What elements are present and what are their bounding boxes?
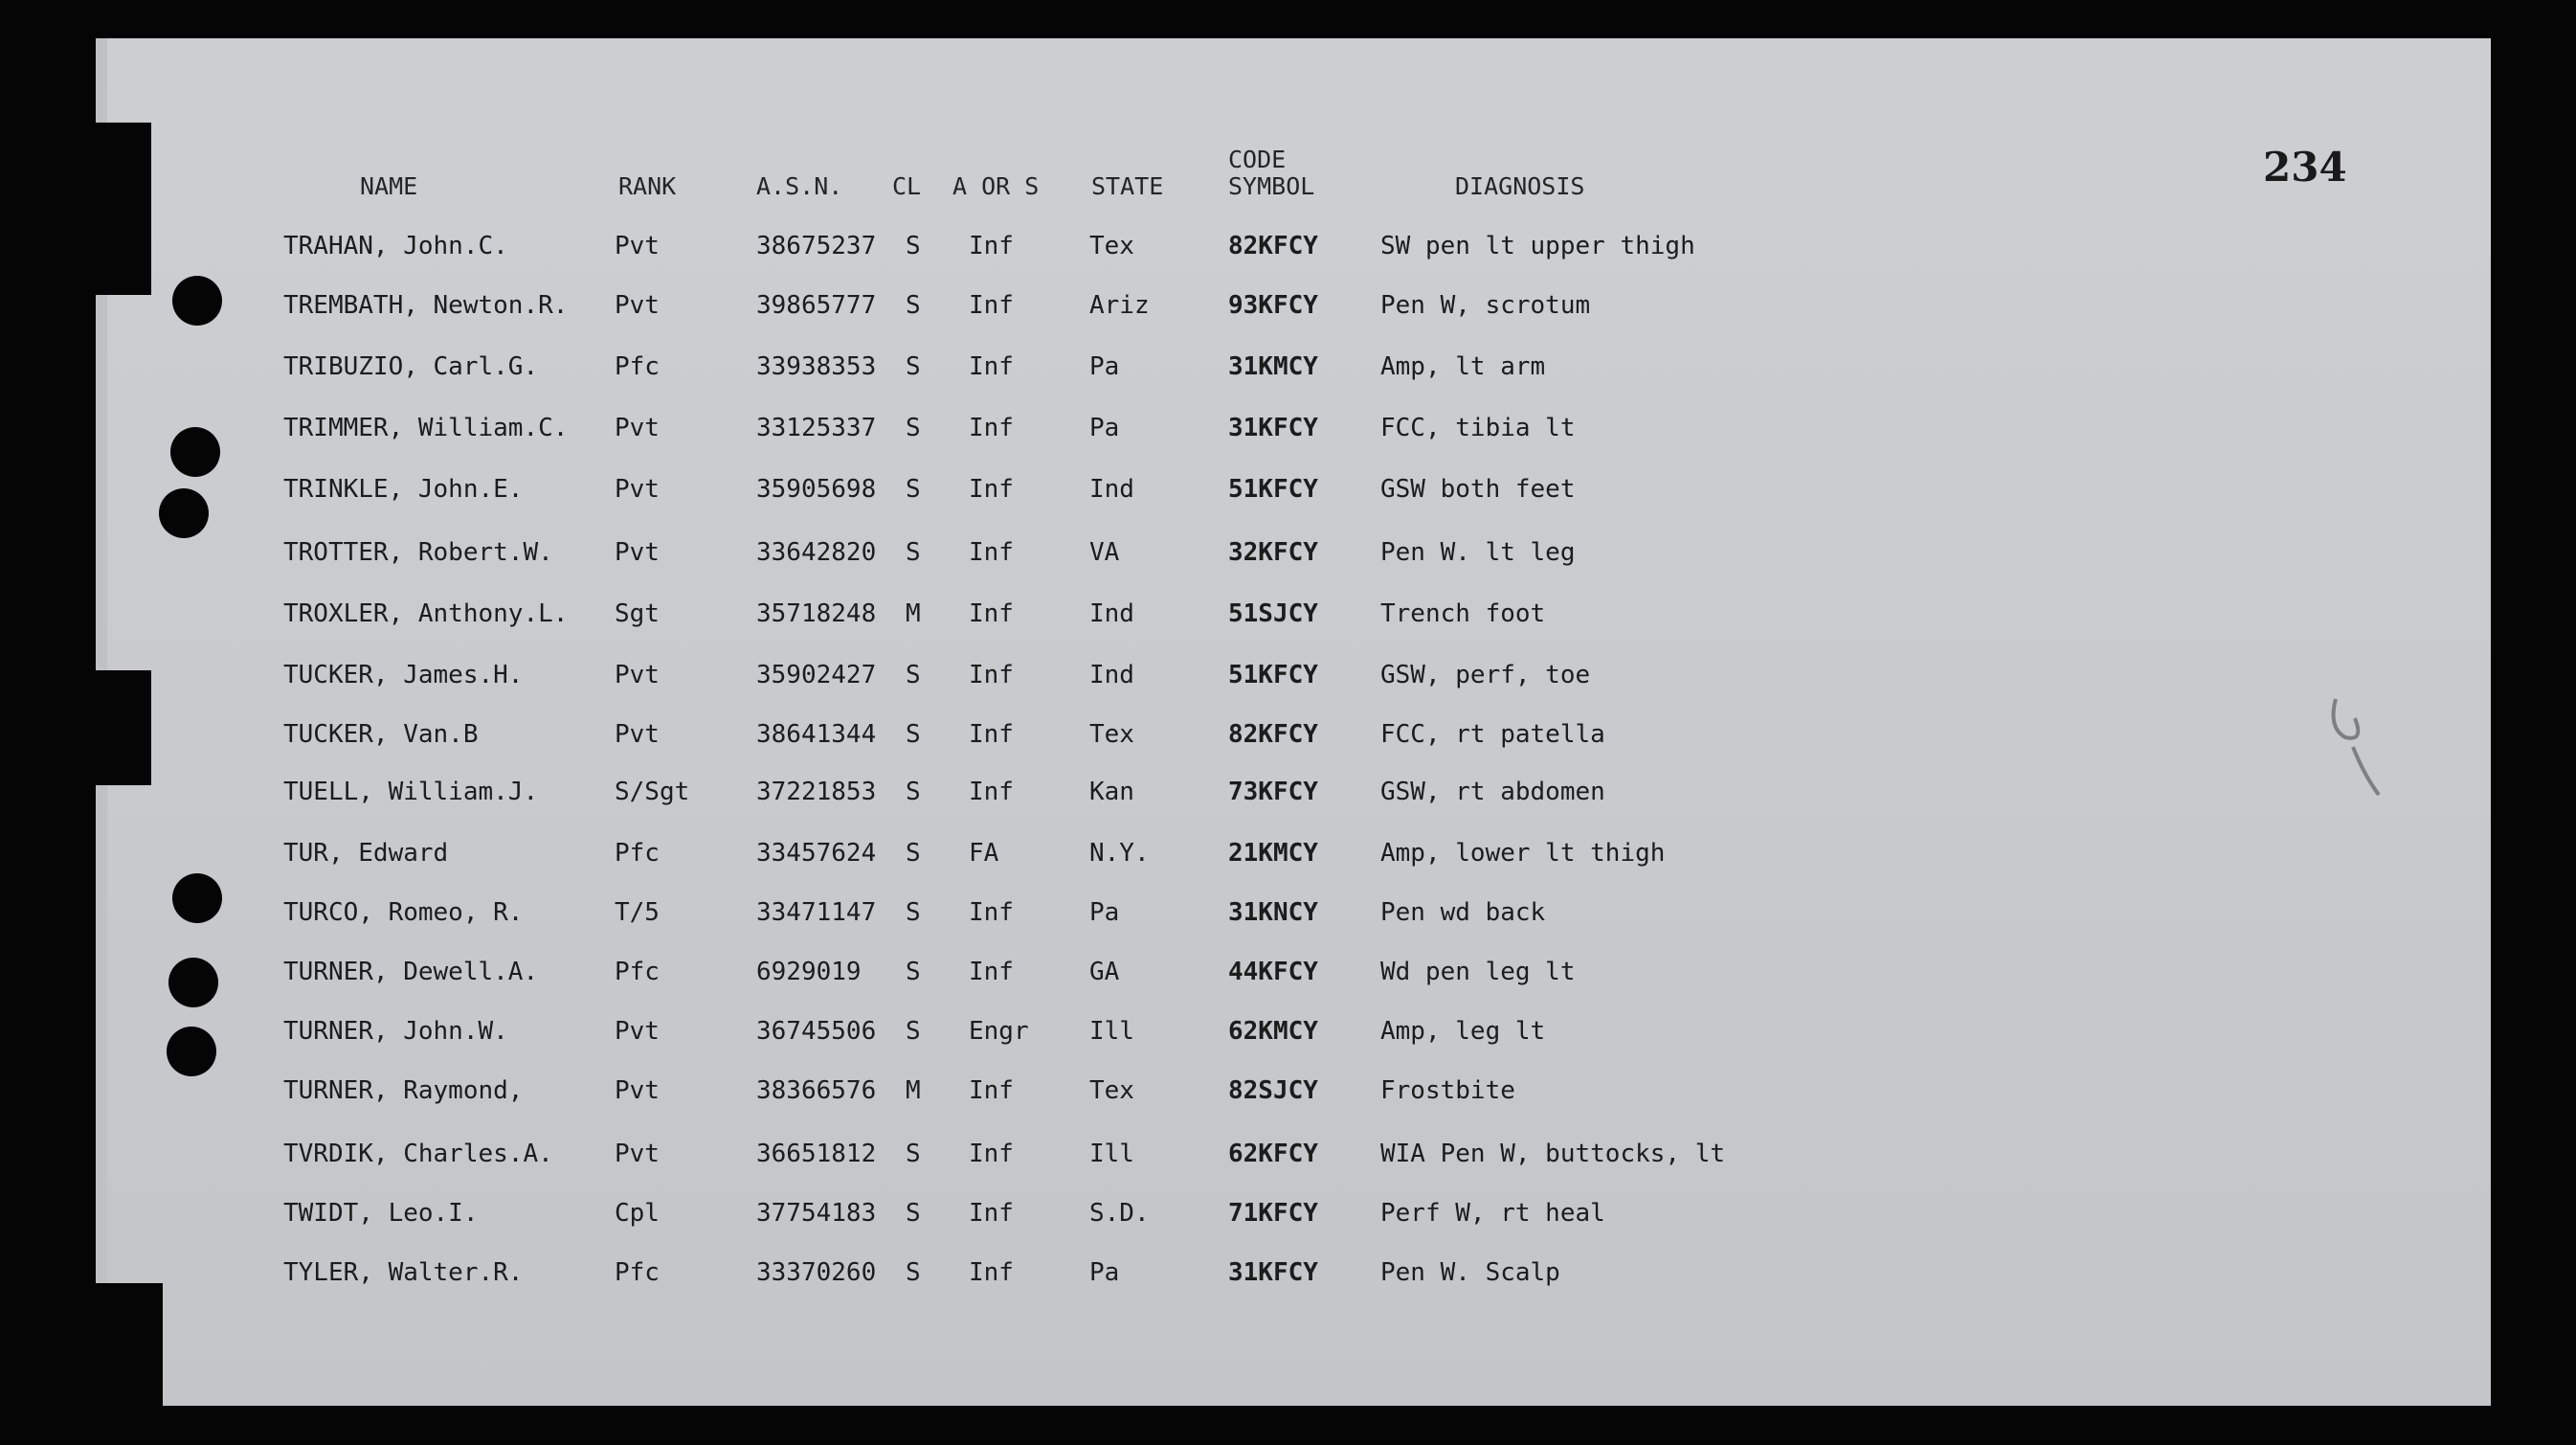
row-asn: 39865777 (756, 291, 877, 320)
table-row (0, 720, 2576, 768)
row-arms: Inf (969, 232, 1014, 260)
row-rank: Pfc (615, 839, 660, 868)
row-code-symbol: 62KFCY (1228, 1140, 1318, 1168)
row-rank: Pvt (615, 1076, 660, 1105)
row-name: TWIDT, Leo.I. (283, 1199, 479, 1228)
row-state: Ind (1089, 599, 1134, 628)
table-row (0, 352, 2576, 400)
row-rank: Cpl (615, 1199, 660, 1228)
row-code-symbol: 21KMCY (1228, 839, 1318, 868)
header-name: NAME (360, 172, 418, 200)
row-code-symbol: 82KFCY (1228, 720, 1318, 749)
row-diagnosis: Pen W. lt leg (1380, 538, 1576, 567)
row-asn: 33125337 (756, 414, 877, 442)
row-diagnosis: Pen W. Scalp (1380, 1258, 1560, 1287)
row-name: TURNER, Dewell.A. (283, 958, 539, 986)
row-name: TRAHAN, John.C. (283, 232, 508, 260)
row-code-symbol: 82SJCY (1228, 1076, 1318, 1105)
row-diagnosis: GSW, rt abdomen (1380, 778, 1605, 806)
row-arms: Inf (969, 778, 1014, 806)
row-class: S (906, 1199, 921, 1228)
row-code-symbol: 51KFCY (1228, 475, 1318, 504)
row-rank: Pvt (615, 538, 660, 567)
row-arms: Inf (969, 1076, 1014, 1105)
table-row (0, 898, 2576, 946)
row-rank: Pvt (615, 475, 660, 504)
header-rank: RANK (618, 172, 677, 200)
row-asn: 35902427 (756, 661, 877, 689)
row-asn: 33370260 (756, 1258, 877, 1287)
row-arms: Inf (969, 475, 1014, 504)
row-diagnosis: Pen W, scrotum (1380, 291, 1591, 320)
row-name: TRINKLE, John.E. (283, 475, 524, 504)
row-diagnosis: Perf W, rt heal (1380, 1199, 1605, 1228)
row-arms: Inf (969, 958, 1014, 986)
row-code-symbol: 31KFCY (1228, 414, 1318, 442)
pencil-check-mark (2326, 689, 2384, 804)
row-state: Ill (1089, 1017, 1134, 1046)
row-arms: Engr (969, 1017, 1029, 1046)
row-asn: 33938353 (756, 352, 877, 381)
row-diagnosis: GSW, perf, toe (1380, 661, 1591, 689)
row-diagnosis: WIA Pen W, buttocks, lt (1380, 1140, 1726, 1168)
row-state: VA (1089, 538, 1120, 567)
row-class: S (906, 1258, 921, 1287)
row-class: S (906, 1140, 921, 1168)
header-state: STATE (1091, 172, 1164, 200)
row-code-symbol: 71KFCY (1228, 1199, 1318, 1228)
row-asn: 33457624 (756, 839, 877, 868)
table-row (0, 538, 2576, 586)
row-rank: Pvt (615, 414, 660, 442)
row-state: S.D. (1089, 1199, 1150, 1228)
row-rank: Pfc (615, 352, 660, 381)
row-arms: Inf (969, 661, 1014, 689)
row-state: Pa (1089, 1258, 1120, 1287)
row-arms: Inf (969, 538, 1014, 567)
row-diagnosis: Wd pen leg lt (1380, 958, 1576, 986)
row-state: Tex (1089, 232, 1134, 260)
row-name: TVRDIK, Charles.A. (283, 1140, 553, 1168)
row-class: S (906, 1017, 921, 1046)
row-state: Tex (1089, 1076, 1134, 1105)
table-row (0, 291, 2576, 339)
row-rank: Pfc (615, 1258, 660, 1287)
row-state: Ill (1089, 1140, 1134, 1168)
row-arms: Inf (969, 1199, 1014, 1228)
row-class: S (906, 958, 921, 986)
row-diagnosis: FCC, rt patella (1380, 720, 1605, 749)
page-number: 234 (2263, 144, 2347, 191)
row-code-symbol: 31KNCY (1228, 898, 1318, 927)
row-asn: 37221853 (756, 778, 877, 806)
row-name: TRIBUZIO, Carl.G. (283, 352, 539, 381)
row-asn: 36651812 (756, 1140, 877, 1168)
row-class: S (906, 839, 921, 868)
row-asn: 6929019 (756, 958, 862, 986)
row-arms: Inf (969, 1258, 1014, 1287)
table-row (0, 661, 2576, 709)
row-rank: Pvt (615, 232, 660, 260)
row-state: Tex (1089, 720, 1134, 749)
table-row (0, 414, 2576, 462)
row-state: Pa (1089, 414, 1120, 442)
row-code-symbol: 82KFCY (1228, 232, 1318, 260)
row-class: S (906, 720, 921, 749)
row-state: Pa (1089, 898, 1120, 927)
row-arms: Inf (969, 1140, 1014, 1168)
row-name: TUR, Edward (283, 839, 449, 868)
row-name: TROXLER, Anthony.L. (283, 599, 569, 628)
row-class: S (906, 538, 921, 567)
row-class: M (906, 1076, 921, 1105)
row-arms: Inf (969, 352, 1014, 381)
row-state: N.Y. (1089, 839, 1150, 868)
row-class: S (906, 291, 921, 320)
row-rank: Pfc (615, 958, 660, 986)
row-arms: Inf (969, 414, 1014, 442)
header-cl: CL (892, 172, 922, 200)
row-class: S (906, 475, 921, 504)
row-diagnosis: SW pen lt upper thigh (1380, 232, 1695, 260)
row-diagnosis: Pen wd back (1380, 898, 1546, 927)
row-code-symbol: 32KFCY (1228, 538, 1318, 567)
row-rank: Pvt (615, 1140, 660, 1168)
table-row (0, 958, 2576, 1005)
row-diagnosis: Amp, lt arm (1380, 352, 1546, 381)
row-name: TUELL, William.J. (283, 778, 539, 806)
row-asn: 33642820 (756, 538, 877, 567)
header-asn: A.S.N. (756, 172, 843, 200)
row-diagnosis: FCC, tibia lt (1380, 414, 1576, 442)
table-row (0, 599, 2576, 647)
row-rank: Pvt (615, 720, 660, 749)
row-name: TURNER, John.W. (283, 1017, 508, 1046)
header-diagnosis: DIAGNOSIS (1455, 172, 1585, 200)
row-class: S (906, 898, 921, 927)
table-row (0, 1258, 2576, 1306)
table-row (0, 1199, 2576, 1247)
row-arms: Inf (969, 720, 1014, 749)
row-code-symbol: 62KMCY (1228, 1017, 1318, 1046)
row-rank: T/5 (615, 898, 660, 927)
row-state: GA (1089, 958, 1120, 986)
table-row (0, 1017, 2576, 1065)
row-name: TUCKER, James.H. (283, 661, 524, 689)
row-asn: 38675237 (756, 232, 877, 260)
row-name: TUCKER, Van.B (283, 720, 479, 749)
row-name: TRIMMER, William.C. (283, 414, 569, 442)
row-class: S (906, 352, 921, 381)
table-row (0, 839, 2576, 887)
row-state: Ariz (1089, 291, 1150, 320)
row-rank: Sgt (615, 599, 660, 628)
header-code-symbol: SYMBOL (1228, 172, 1315, 200)
table-row (0, 475, 2576, 523)
header-arms: A OR S (952, 172, 1040, 200)
table-row (0, 1076, 2576, 1124)
row-diagnosis: Frostbite (1380, 1076, 1515, 1105)
row-code-symbol: 51KFCY (1228, 661, 1318, 689)
row-code-symbol: 73KFCY (1228, 778, 1318, 806)
row-diagnosis: Trench foot (1380, 599, 1546, 628)
row-asn: 36745506 (756, 1017, 877, 1046)
row-asn: 35905698 (756, 475, 877, 504)
row-state: Ind (1089, 661, 1134, 689)
header-code-top: CODE (1228, 146, 1287, 173)
row-name: TURNER, Raymond, (283, 1076, 524, 1105)
row-code-symbol: 31KMCY (1228, 352, 1318, 381)
row-asn: 38641344 (756, 720, 877, 749)
row-code-symbol: 51SJCY (1228, 599, 1318, 628)
row-name: TREMBATH, Newton.R. (283, 291, 569, 320)
row-asn: 37754183 (756, 1199, 877, 1228)
row-rank: Pvt (615, 1017, 660, 1046)
row-class: M (906, 599, 921, 628)
row-state: Ind (1089, 475, 1134, 504)
row-arms: Inf (969, 898, 1014, 927)
table-header (0, 172, 2576, 211)
row-name: TYLER, Walter.R. (283, 1258, 524, 1287)
row-diagnosis: Amp, leg lt (1380, 1017, 1546, 1046)
row-diagnosis: GSW both feet (1380, 475, 1576, 504)
row-diagnosis: Amp, lower lt thigh (1380, 839, 1666, 868)
row-state: Kan (1089, 778, 1134, 806)
table-row (0, 778, 2576, 825)
row-state: Pa (1089, 352, 1120, 381)
table-row (0, 232, 2576, 280)
row-name: TURCO, Romeo, R. (283, 898, 524, 927)
row-asn: 33471147 (756, 898, 877, 927)
row-asn: 35718248 (756, 599, 877, 628)
row-asn: 38366576 (756, 1076, 877, 1105)
row-rank: Pvt (615, 291, 660, 320)
row-class: S (906, 778, 921, 806)
table-row (0, 1140, 2576, 1187)
row-rank: Pvt (615, 661, 660, 689)
row-code-symbol: 31KFCY (1228, 1258, 1318, 1287)
row-code-symbol: 93KFCY (1228, 291, 1318, 320)
row-class: S (906, 414, 921, 442)
row-name: TROTTER, Robert.W. (283, 538, 553, 567)
row-class: S (906, 232, 921, 260)
row-code-symbol: 44KFCY (1228, 958, 1318, 986)
row-rank: S/Sgt (615, 778, 690, 806)
row-class: S (906, 661, 921, 689)
row-arms: Inf (969, 291, 1014, 320)
row-arms: Inf (969, 599, 1014, 628)
row-arms: FA (969, 839, 999, 868)
